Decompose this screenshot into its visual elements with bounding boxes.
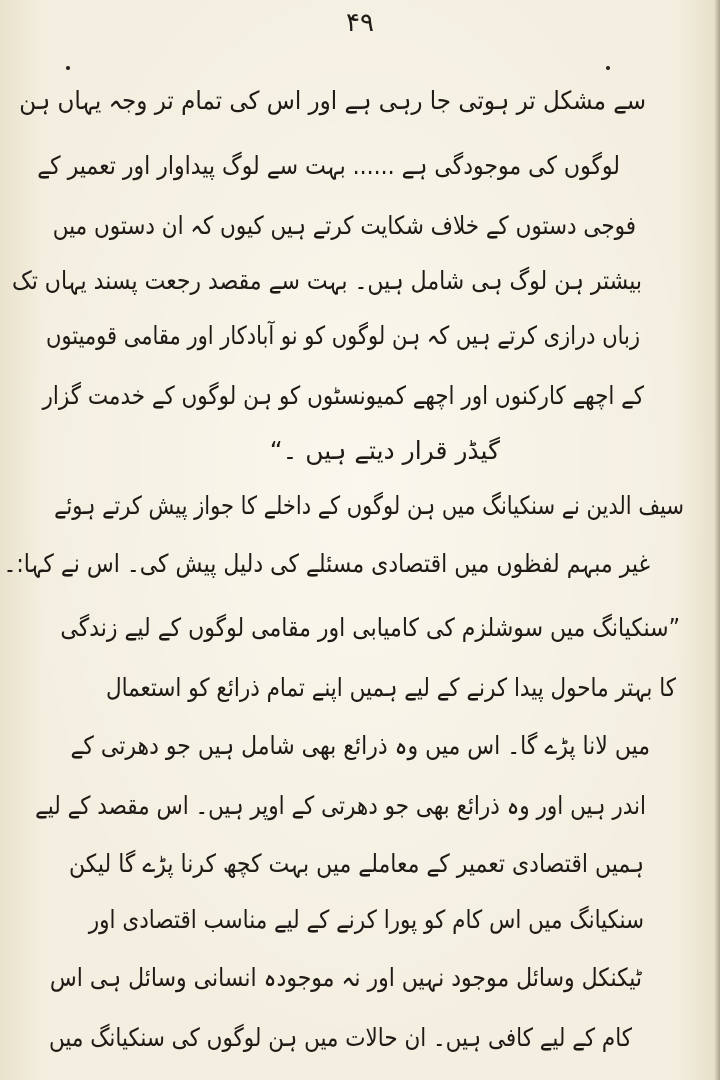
text-line: کے اچھے کارکنوں اور اچھے کمیونسٹوں کو ہن لوگوں کے خدمت گزار [42, 381, 645, 410]
text-line: سیف الدین نے سنکیانگ میں ہن لوگوں کے داخلے کا جواز پیش کرتے ہوئے [54, 491, 684, 520]
text-line: کام کے لیے کافی ہیں۔ ان حالات میں ہن لوگوں کی سنکیانگ میں [48, 1023, 632, 1052]
text-line: غیر مبہم لفظوں میں اقتصادی مسئلے کی دلیل پیش کی۔ اس نے کہا:۔ [3, 549, 650, 578]
text-line: بیشتر ہن لوگ ہی شامل ہیں۔ بہت سے مقصد رجعت پسند یہاں تک [12, 266, 643, 295]
text-line: ٹیکنکل وسائل موجود نہیں اور نہ موجودہ انسانی وسائل ہی اس [49, 963, 642, 992]
text-line: سنکیانگ میں اس کام کو پورا کرنے کے لیے مناسب اقتصادی اور [88, 905, 645, 934]
text-line: فوجی دستوں کے خلاف شکایت کرتے ہیں کیوں کہ ان دستوں میں [52, 211, 637, 240]
text-line: کا بہتر ماحول پیدا کرنے کے لیے ہمیں اپنے تمام ذرائع کو استعمال [105, 673, 677, 702]
text-line: ہمیں اقتصادی تعمیر کے معاملے میں بہت کچھ کرنا پڑے گا لیکن [68, 849, 644, 878]
text-line: میں لانا پڑے گا۔ اس میں وہ ذرائع بھی شامل ہیں جو دھرتی کے [70, 731, 651, 760]
text-line: سے مشکل تر ہوتی جا رہی ہے اور اس کی تمام تر وجہ یہاں ہن [19, 86, 646, 115]
text-line: لوگوں کی موجودگی ہے ...... بہت سے لوگ پیداوار اور تعمیر کے [37, 151, 620, 180]
text-line: اندر ہیں اور وہ ذرائع بھی جو دھرتی کے اوپر ہیں۔ اس مقصد کے لیے [35, 791, 647, 820]
page-number: ۴۹ [346, 8, 374, 38]
text-line: ”سنکیانگ میں سوشلزم کی کامیابی اور مقامی لوگوں کے لیے زندگی [60, 613, 681, 642]
text-line: گیڈر قرار دیتے ہیں ۔“ [269, 436, 500, 465]
text-line: زباں درازی کرتے ہیں کہ ہن لوگوں کو نو آبادکار اور مقامی قومیتوں [45, 321, 640, 350]
